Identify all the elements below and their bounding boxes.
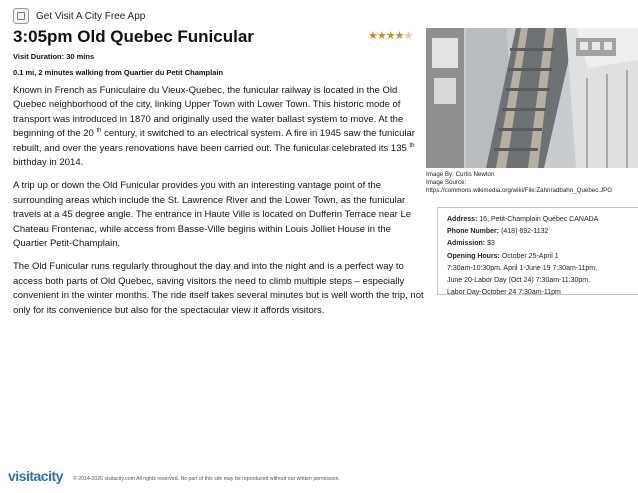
- admission-row: Admission: $3: [447, 240, 495, 248]
- hours-row: Opening Hours: October 25-April 1: [447, 252, 559, 260]
- image-source-link[interactable]: https://commons.wikimedia.org/wiki/File:Zahnradbahn_Quebec.JPG: [426, 187, 613, 194]
- walking-distance: 0.1 mi, 2 minutes walking from Quartier du Petit Champlain: [13, 68, 224, 77]
- hours-line: June 20-Labor Day (Oct 24) 7:30am-11:30pm,: [447, 277, 591, 285]
- funicular-photo-graphic: [426, 28, 638, 168]
- star-icon: ★: [394, 30, 404, 42]
- image-caption: [426, 171, 612, 195]
- description-paragraph: Known in French as Funiculaire du Vieux-Quebec, the funicular railway is located in the Old Quebec neighborhood of the city, linking Upper Town with Lower Town. This historic mode of transport was introduced in 1870 and originally used the water ballast system to move. At the beginning of the 20 $^{th}$ century, it switched to an electrical system. A fire in 1945 saw the funicular rebuilt, and over the years renovations have been carried out. The funicular celebrated its 135 $^{th}$ birthday in 2014.: [13, 85, 415, 169]
- star-icon: ★: [385, 30, 395, 42]
- funicular-photo: [426, 28, 638, 168]
- footer: [8, 468, 340, 484]
- get-app-link[interactable]: Get Visit A City Free App: [36, 10, 146, 22]
- hours-line: Labor Day-October 24 7:30am-11pm: [447, 289, 561, 297]
- visit-duration: Visit Duration: 30 mins: [13, 52, 95, 61]
- info-box: [437, 207, 638, 295]
- visitacity-logo[interactable]: visitacity: [8, 468, 63, 484]
- star-icon: ★: [376, 30, 386, 42]
- image-source-label: Image Source:: [426, 179, 467, 186]
- star-icon: ★: [368, 30, 377, 42]
- description-paragraph: The Old Funicular runs regularly throughout the day and into the night and is a perfect way to access both parts of Old Quebec, saving visitors the need to climb multiple steps – especially convenient in the winter months. The ride itself takes several minutes but is well worth the trip, not only for its convenience but also for the spectacular view it affords visitors.: [13, 261, 424, 316]
- description: [13, 84, 424, 327]
- rating-stars: [368, 30, 412, 42]
- hours-line: 7:30am-10:30pm, April 1-June 19 7:30am-11pm,: [447, 264, 598, 272]
- phone-link[interactable]: (418) 692-1132: [499, 228, 549, 236]
- address-row: Address: 16, Petit-Champlain Québec CANADA: [447, 216, 599, 223]
- description-paragraph: A trip up or down the Old Funicular provides you with an interesting vantage point of the surrounding areas which include the St. Lawrence River and the Lower Town, as the funicular travels at a 45 degree angle. The entrance in Haute Ville is located on Dufferin Terrace near Le Chateau Frontenac, while access from Basse-Ville begins within Louis Jolliet House in the Quartier Petit-Champlain.: [13, 180, 412, 250]
- get-app-banner[interactable]: [13, 7, 145, 25]
- app-icon: [13, 8, 29, 24]
- half-star-icon: ★: [403, 30, 413, 42]
- phone-row: Phone Number: (418) 692-1132: [447, 228, 549, 236]
- image-credit: Image By: Curtis Newton: [426, 171, 495, 178]
- page-title: 3:05pm Old Quebec Funicular: [13, 27, 254, 46]
- copyright-text: © 2014-2020 visitacity.com All rights reserved. No part of this site may be reproduced without our written permission.: [72, 476, 340, 482]
